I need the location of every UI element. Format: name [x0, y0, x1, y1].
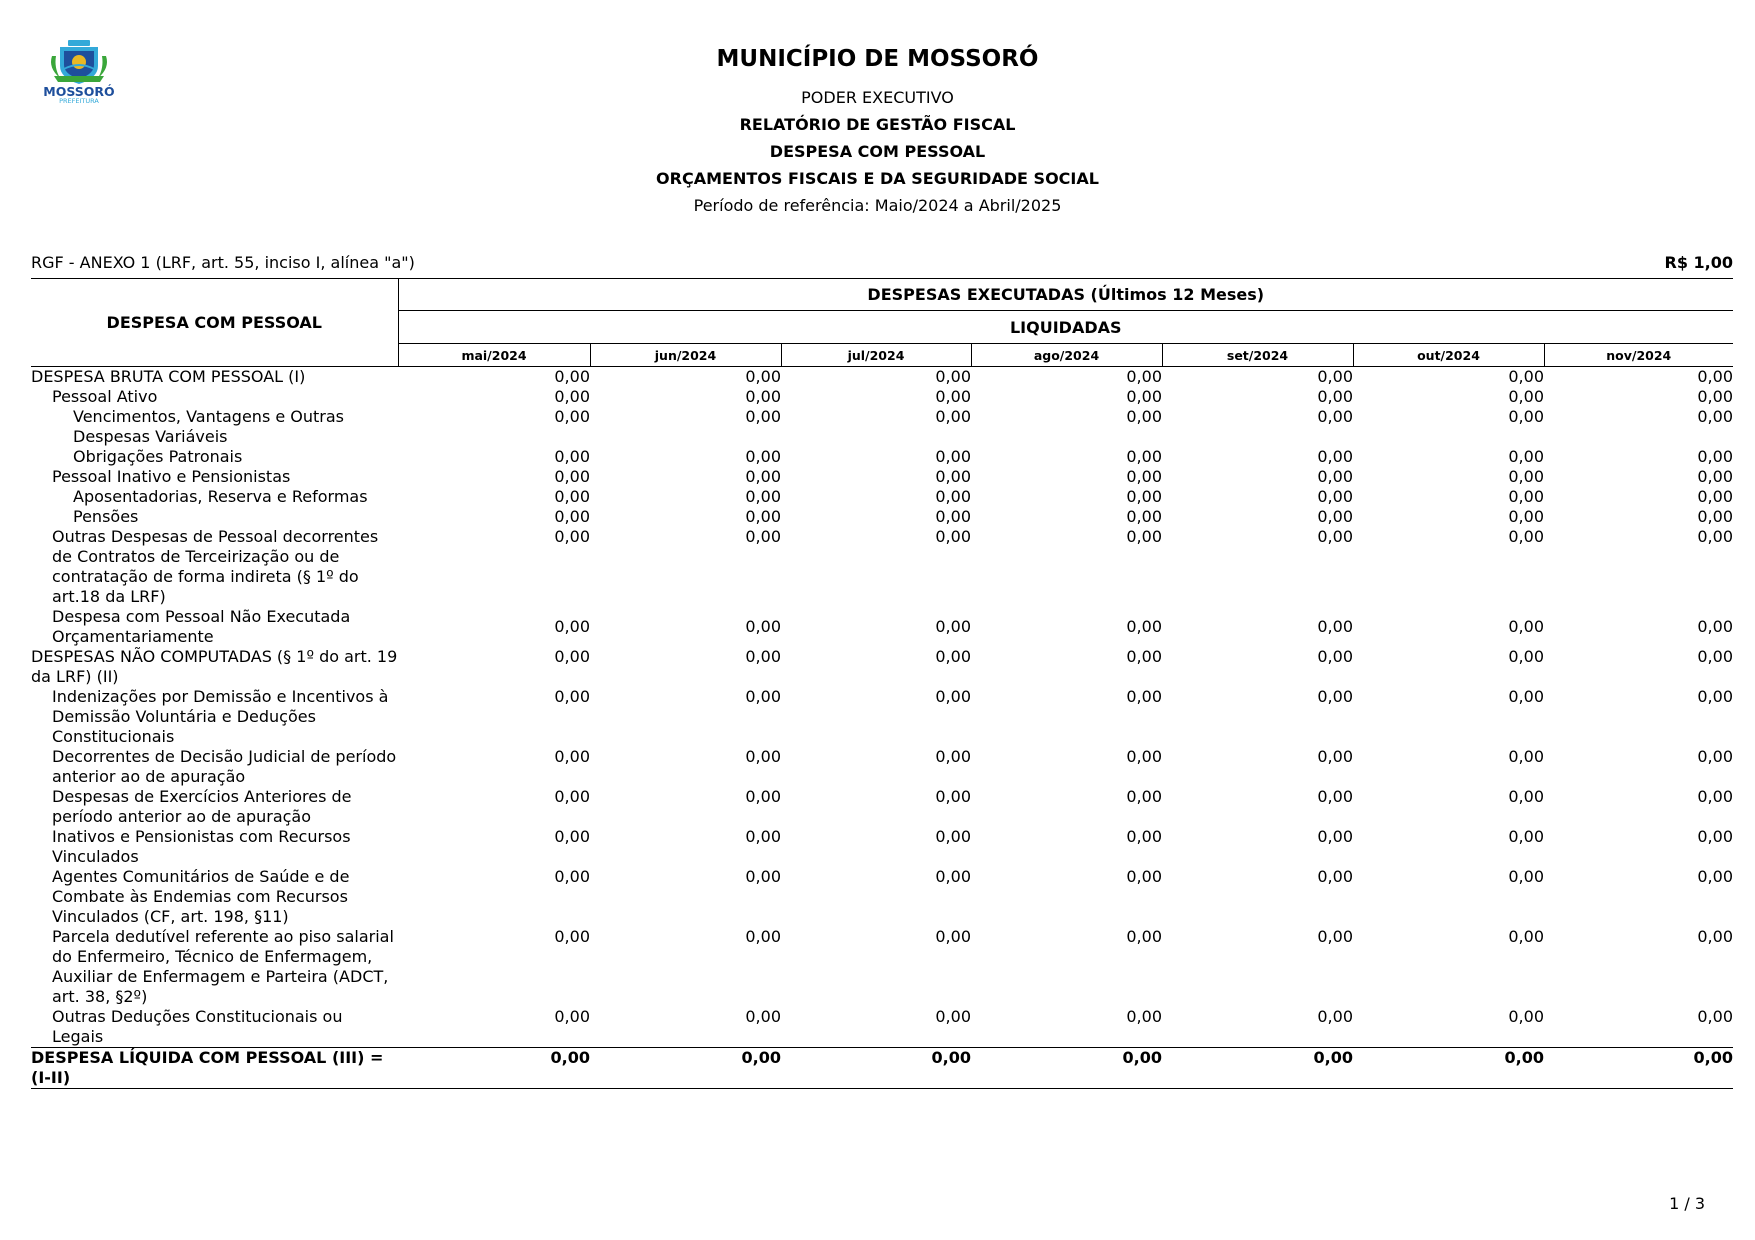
value-cell: 0,00 [1508, 617, 1544, 636]
table-row [31, 867, 1733, 927]
value-cell: 0,00 [1697, 927, 1733, 946]
value-cell: 0,00 [935, 747, 971, 766]
value-cell: 0,00 [745, 447, 781, 466]
value-cell: 0,00 [1508, 687, 1544, 706]
value-cell: 0,00 [1508, 447, 1544, 466]
value-cell: 0,00 [745, 747, 781, 766]
value-cell: 0,00 [554, 867, 590, 886]
value-cell: 0,00 [554, 787, 590, 806]
value-cell: 0,00 [745, 867, 781, 886]
row-label: Indenizações por Demissão e Incentivos à Demissão Voluntária e Deduções Constitucionais [52, 687, 389, 746]
value-cell: 0,00 [554, 507, 590, 526]
subject-title: DESPESA COM PESSOAL [769, 142, 986, 161]
table-row [31, 827, 1733, 867]
value-cell: 0,00 [554, 447, 590, 466]
value-cell: 0,00 [745, 927, 781, 946]
value-cell: 0,00 [1697, 747, 1733, 766]
row-label: DESPESA BRUTA COM PESSOAL (I) [31, 367, 306, 386]
annex-label: RGF - ANEXO 1 (LRF, art. 55, inciso I, alínea "a") [31, 253, 415, 272]
value-cell: 0,00 [1697, 867, 1733, 886]
liquidated-header: LIQUIDADAS [398, 311, 1733, 344]
value-cell: 0,00 [1508, 367, 1544, 386]
value-cell: 0,00 [1126, 527, 1162, 546]
value-cell: 0,00 [554, 407, 590, 426]
value-cell: 0,00 [1126, 387, 1162, 406]
value-cell: 0,00 [1508, 827, 1544, 846]
row-label: Aposentadorias, Reserva e Reformas [73, 487, 368, 506]
value-cell: 0,00 [1317, 467, 1353, 486]
value-cell: 0,00 [935, 407, 971, 426]
month-header: mai/2024 [398, 344, 590, 367]
table-row [31, 387, 1733, 407]
value-cell: 0,00 [745, 507, 781, 526]
row-label: Parcela dedutível referente ao piso salarial do Enfermeiro, Técnico de Enfermagem, Auxiliar de Enfermagem e Parteira (ADCT, art. 38, §2º) [52, 927, 394, 1006]
value-cell: 0,00 [1317, 617, 1353, 636]
row-label: Agentes Comunitários de Saúde e de Combate às Endemias com Recursos Vinculados (CF, art. 198, §11) [52, 867, 350, 926]
value-cell: 0,00 [1697, 367, 1733, 386]
value-cell: 0,00 [745, 467, 781, 486]
value-cell: 0,00 [1508, 387, 1544, 406]
value-cell: 0,00 [1697, 1007, 1733, 1026]
value-cell: 0,00 [554, 527, 590, 546]
value-cell: 0,00 [1508, 867, 1544, 886]
value-cell: 0,00 [1317, 867, 1353, 886]
value-cell: 0,00 [745, 407, 781, 426]
value-cell: 0,00 [1697, 507, 1733, 526]
row-label: Decorrentes de Decisão Judicial de período anterior ao de apuração [52, 747, 397, 786]
row-label: Pessoal Inativo e Pensionistas [52, 467, 291, 486]
value-cell: 0,00 [1126, 647, 1162, 666]
value-cell: 0,00 [554, 747, 590, 766]
executed-expenses-header: DESPESAS EXECUTADAS (Últimos 12 Meses) [398, 279, 1733, 311]
row-label: Despesa com Pessoal Não Executada Orçamentariamente [52, 607, 351, 646]
value-cell: 0,00 [1697, 487, 1733, 506]
value-cell: 0,00 [935, 1007, 971, 1026]
value-cell: 0,00 [1126, 487, 1162, 506]
value-cell: 0,00 [1317, 1007, 1353, 1026]
table-row [31, 527, 1733, 607]
value-cell: 0,00 [1697, 647, 1733, 666]
table-row [31, 1007, 1733, 1048]
table-row [31, 407, 1733, 447]
value-cell: 0,00 [935, 387, 971, 406]
value-cell: 0,00 [745, 1007, 781, 1026]
value-cell: 0,00 [1508, 487, 1544, 506]
value-cell: 0,00 [1508, 747, 1544, 766]
report-header [0, 42, 1755, 219]
value-cell: 0,00 [745, 527, 781, 546]
value-cell: 0,00 [554, 687, 590, 706]
table-row [31, 647, 1733, 687]
table-row [31, 487, 1733, 507]
value-cell: 0,00 [1126, 747, 1162, 766]
value-cell: 0,00 [745, 827, 781, 846]
month-header: nov/2024 [1544, 344, 1733, 367]
value-cell: 0,00 [971, 1048, 1162, 1089]
value-cell: 0,00 [1697, 527, 1733, 546]
month-header: ago/2024 [971, 344, 1162, 367]
value-cell: 0,00 [745, 617, 781, 636]
power-line: PODER EXECUTIVO [801, 88, 954, 107]
value-cell: 0,00 [1697, 387, 1733, 406]
value-cell: 0,00 [1697, 687, 1733, 706]
row-label: Outras Despesas de Pessoal decorrentes de Contratos de Terceirização ou de contratação de forma indireta (§ 1º do art.18 da LRF) [52, 527, 379, 606]
month-header: set/2024 [1162, 344, 1353, 367]
row-label: Obrigações Patronais [73, 447, 243, 466]
table-row [31, 787, 1733, 827]
value-cell: 0,00 [781, 1048, 971, 1089]
row-label: Pensões [73, 507, 139, 526]
value-cell: 0,00 [935, 507, 971, 526]
value-cell: 0,00 [554, 1007, 590, 1026]
value-cell: 0,00 [1317, 827, 1353, 846]
value-cell: 0,00 [935, 927, 971, 946]
value-cell: 0,00 [1126, 787, 1162, 806]
value-cell: 0,00 [935, 867, 971, 886]
left-column-header: DESPESA COM PESSOAL [31, 279, 398, 367]
value-cell: 0,00 [554, 487, 590, 506]
row-label: Inativos e Pensionistas com Recursos Vinculados [52, 827, 351, 866]
value-cell: 0,00 [935, 827, 971, 846]
value-cell: 0,00 [1508, 507, 1544, 526]
value-cell: 0,00 [1317, 387, 1353, 406]
value-cell: 0,00 [935, 367, 971, 386]
row-label: Despesas de Exercícios Anteriores de período anterior ao de apuração [52, 787, 352, 826]
table-row [31, 927, 1733, 1007]
value-cell: 0,00 [1317, 367, 1353, 386]
value-cell: 0,00 [1317, 527, 1353, 546]
logo-subtext: PREFEITURA [59, 97, 99, 104]
value-cell: 0,00 [1353, 1048, 1544, 1089]
value-cell: 0,00 [554, 647, 590, 666]
row-label: DESPESAS NÃO COMPUTADAS (§ 1º do art. 19 da LRF) (II) [31, 647, 398, 686]
page-number: 1 / 3 [1669, 1194, 1705, 1213]
value-cell: 0,00 [1697, 447, 1733, 466]
value-cell: 0,00 [1317, 787, 1353, 806]
value-cell: 0,00 [1126, 407, 1162, 426]
table-row [31, 607, 1733, 647]
value-cell: 0,00 [745, 367, 781, 386]
table-row [31, 467, 1733, 487]
value-cell: 0,00 [1508, 467, 1544, 486]
value-cell: 0,00 [398, 1048, 590, 1089]
value-cell: 0,00 [1126, 367, 1162, 386]
value-cell: 0,00 [1508, 527, 1544, 546]
value-cell: 0,00 [1317, 407, 1353, 426]
value-cell: 0,00 [745, 387, 781, 406]
value-cell: 0,00 [935, 687, 971, 706]
table-row [31, 507, 1733, 527]
row-label: Outras Deduções Constitucionais ou Legais [52, 1007, 343, 1046]
value-cell: 0,00 [1126, 687, 1162, 706]
value-cell: 0,00 [935, 647, 971, 666]
table-row [31, 1048, 1733, 1089]
value-cell: 0,00 [1697, 617, 1733, 636]
value-cell: 0,00 [1126, 467, 1162, 486]
value-cell: 0,00 [1508, 647, 1544, 666]
value-cell: 0,00 [1317, 507, 1353, 526]
value-cell: 0,00 [1317, 687, 1353, 706]
value-cell: 0,00 [1544, 1048, 1733, 1089]
value-cell: 0,00 [554, 367, 590, 386]
value-cell: 0,00 [1126, 1007, 1162, 1026]
value-cell: 0,00 [1126, 447, 1162, 466]
value-cell: 0,00 [745, 787, 781, 806]
logo-text: MOSSORÓ [43, 84, 115, 99]
value-cell: 0,00 [1317, 927, 1353, 946]
value-cell: 0,00 [554, 827, 590, 846]
value-cell: 0,00 [1126, 927, 1162, 946]
row-label: Pessoal Ativo [52, 387, 158, 406]
value-cell: 0,00 [745, 687, 781, 706]
value-cell: 0,00 [554, 387, 590, 406]
value-cell: 0,00 [1317, 747, 1353, 766]
value-cell: 0,00 [1697, 407, 1733, 426]
value-cell: 0,00 [554, 617, 590, 636]
table-row [31, 687, 1733, 747]
budget-title: ORÇAMENTOS FISCAIS E DA SEGURIDADE SOCIAL [656, 169, 1099, 188]
value-cell: 0,00 [745, 647, 781, 666]
value-cell: 0,00 [1126, 867, 1162, 886]
value-cell: 0,00 [1697, 827, 1733, 846]
table-row [31, 447, 1733, 467]
value-cell: 0,00 [1317, 487, 1353, 506]
row-label: Vencimentos, Vantagens e Outras Despesas Variáveis [73, 407, 345, 446]
value-cell: 0,00 [1697, 467, 1733, 486]
currency-unit: R$ 1,00 [1664, 253, 1733, 272]
value-cell: 0,00 [1697, 787, 1733, 806]
report-title: RELATÓRIO DE GESTÃO FISCAL [739, 115, 1016, 134]
expense-table [31, 278, 1733, 1089]
value-cell: 0,00 [1508, 927, 1544, 946]
table-row [31, 367, 1733, 388]
value-cell: 0,00 [1508, 407, 1544, 426]
value-cell: 0,00 [1508, 1007, 1544, 1026]
value-cell: 0,00 [935, 447, 971, 466]
value-cell: 0,00 [1317, 447, 1353, 466]
value-cell: 0,00 [935, 487, 971, 506]
value-cell: 0,00 [935, 527, 971, 546]
value-cell: 0,00 [1508, 787, 1544, 806]
value-cell: 0,00 [1317, 647, 1353, 666]
value-cell: 0,00 [1126, 507, 1162, 526]
value-cell: 0,00 [935, 617, 971, 636]
value-cell: 0,00 [1162, 1048, 1353, 1089]
value-cell: 0,00 [1126, 827, 1162, 846]
value-cell: 0,00 [935, 467, 971, 486]
value-cell: 0,00 [745, 487, 781, 506]
table-row [31, 747, 1733, 787]
month-header: jul/2024 [781, 344, 971, 367]
value-cell: 0,00 [554, 467, 590, 486]
municipality-title: MUNICÍPIO DE MOSSORÓ [716, 46, 1039, 72]
value-cell: 0,00 [590, 1048, 781, 1089]
row-label: DESPESA LÍQUIDA COM PESSOAL (III) = (I-II) [31, 1048, 398, 1089]
value-cell: 0,00 [935, 787, 971, 806]
value-cell: 0,00 [554, 927, 590, 946]
value-cell: 0,00 [1126, 617, 1162, 636]
reference-period: Período de referência: Maio/2024 a Abril/2025 [693, 196, 1062, 215]
month-header: jun/2024 [590, 344, 781, 367]
month-header: out/2024 [1353, 344, 1544, 367]
